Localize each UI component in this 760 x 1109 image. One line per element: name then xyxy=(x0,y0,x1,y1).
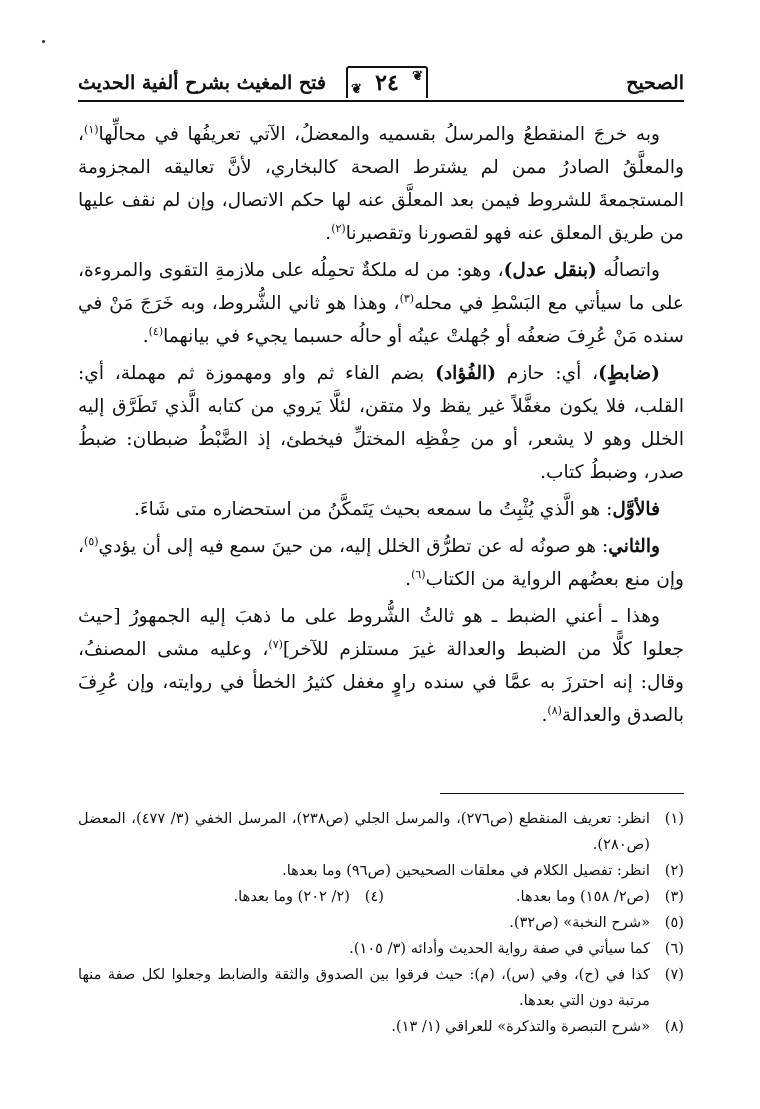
paragraph-2: واتصالُه (بنقل عدل)، وهو: من له ملكةٌ تحمِلُه على ملازمةِ التقوى والمروءة، على ما سيأتي مع البَسْطِ في محله$^{(٣)}$، وهذا هو ثاني الشُّروط، وبه خَرَجَ مَنْ في سنده مَنْ عُرِفَ ضعفُه أو جُهلتْ عينُه أو حالُه حسبما يجيء في بيانهما$^{(٤)}$. xyxy=(78,260,685,347)
footnote-ref-3: (٣) xyxy=(399,291,415,305)
paragraph-4: فالأوَّل: هو الَّذي يُثْبِتُ ما سمعه بحيث يَتَمكَّنُ من استحضاره متى شَاءَ. xyxy=(134,499,660,520)
footnotes xyxy=(78,806,684,1040)
term-second: والثاني xyxy=(608,536,660,557)
paragraph-3: (ضابطٍ)، أي: حازم (الفُؤاد) بضم الفاء ثم واو ومهموزة ثم مهملة، أي: القلب، فلا يكون مغفَّلاً غير يقظ ولا متقن، لئلَّا يَروي من كتابه الَّذي تَطَرَّق إليه الخلل وهو لا يشعر، أو من حِفْظِه المختلِّ فيخطئ، إذ الضَّبْطُ ضبطان: ضبطُ صدر، وضبطُ كتاب. xyxy=(78,363,684,483)
scan-speck xyxy=(42,40,45,43)
main-text xyxy=(78,118,684,736)
term-first: فالأوَّل xyxy=(612,499,660,520)
footnote-ref-6: (٦) xyxy=(411,567,426,581)
paragraph-6: وهذا ـ أعني الضبط ـ هو ثالثُ الشُّروط على ما ذهبَ إليه الجمهورُ [حيث جعلوا كلًّا من الضبط والعدالة غيرَ مستلزم للآخر]$^{(٧)}$، وعليه مشى المصنفُ، وقال: إنه احترزَ به عمَّا في سنده راوٍ مغفل كثيرُ الخطأ في روايته، وإن عُرِفَ بالصدق والعدالة$^{(٨)}$. xyxy=(78,606,684,726)
footnote-6: (٦) كما سيأتي في صفة رواية الحديث وأدائه (٣/ ١٠٥). xyxy=(349,940,684,957)
footnote-ref-2: (٢) xyxy=(331,221,346,235)
footnote-ref-4: (٤) xyxy=(148,324,164,338)
footnote-2: (٢) انظر: تفصيل الكلام في معلقات الصحيحين (ص٩٦) وما بعدها. xyxy=(282,862,684,879)
corner-ornament-icon: ❦ xyxy=(412,69,423,84)
page-header xyxy=(78,66,684,102)
footnote-3-4 xyxy=(78,884,684,910)
footnote-8: (٨) «شرح التبصرة والتذكرة» للعراقي (١/ ١٣). xyxy=(391,1018,684,1035)
footnote-5: (٥) «شرح النخبة» (ص٣٢). xyxy=(509,914,684,931)
paragraph-5: والثاني: هو صونُه له عن تطرُّق الخلل إليه، من حينَ سمع فيه إلى أن يؤدي$^{(٥)}$، وإن منع بعضُهم الرواية من الكتاب$^{(٦)}$. xyxy=(78,534,684,590)
footnote-3: (٣) (ص٢/ ١٥٨) وما بعدها. xyxy=(515,888,684,905)
footnote-ref-1: (١) xyxy=(84,122,99,136)
page-number: ٢٤ xyxy=(375,70,399,96)
footnote-1: (١) انظر: تعريف المنقطع (ص٢٧٦)، والمرسل الجلي (ص٢٣٨)، المرسل الخفي (٣/ ٤٧٧)، المعضل (ص٢٨٠). xyxy=(78,810,684,853)
footnote-4: (٤) (٢/ ٢٠٢) وما بعدها. xyxy=(233,888,384,905)
footnote-ref-8: (٨) xyxy=(547,703,562,717)
paragraph-1: وبه خرجَ المنقطعُ والمرسلُ بقسميه والمعضلُ، الآتي تعريفُها في محالِّها$^{(١)}$، والمعلَّقُ الصادرُ ممن لم يشترط الصحة كالبخاري، لأنَّ تعاليقه المجزومة المستجمعةَ للشروط فيمن بعد المعلَّق عنه لها حكم الاتصال، وإن لم نقف عليها من طريق المعلق عنه فهو لقصورنا وتقصيرنا$^{(٢)}$. xyxy=(78,122,684,244)
footnote-7: (٧) كذا في (ح)، وفي (س)، (م): حيث فرقوا بين الصدوق والثقة والضابط وجعلوا لكل صفة منها مرتبة دون التي بعدها. xyxy=(78,966,684,1009)
page-number-frame xyxy=(346,66,428,98)
footnote-separator xyxy=(440,793,684,794)
term-fuad: (الفُؤاد) xyxy=(435,363,496,384)
section-title: الصحيح xyxy=(626,72,684,94)
footnote-ref-7: (٧) xyxy=(268,637,283,651)
corner-ornament-icon: ❦ xyxy=(351,82,362,97)
book-title: فتح المغيث بشرح ألفية الحديث xyxy=(78,72,326,94)
term-adl: (بنقل عدل) xyxy=(503,260,597,281)
term-dabit: (ضابطٍ) xyxy=(598,363,660,384)
footnote-ref-5: (٥) xyxy=(84,534,99,548)
